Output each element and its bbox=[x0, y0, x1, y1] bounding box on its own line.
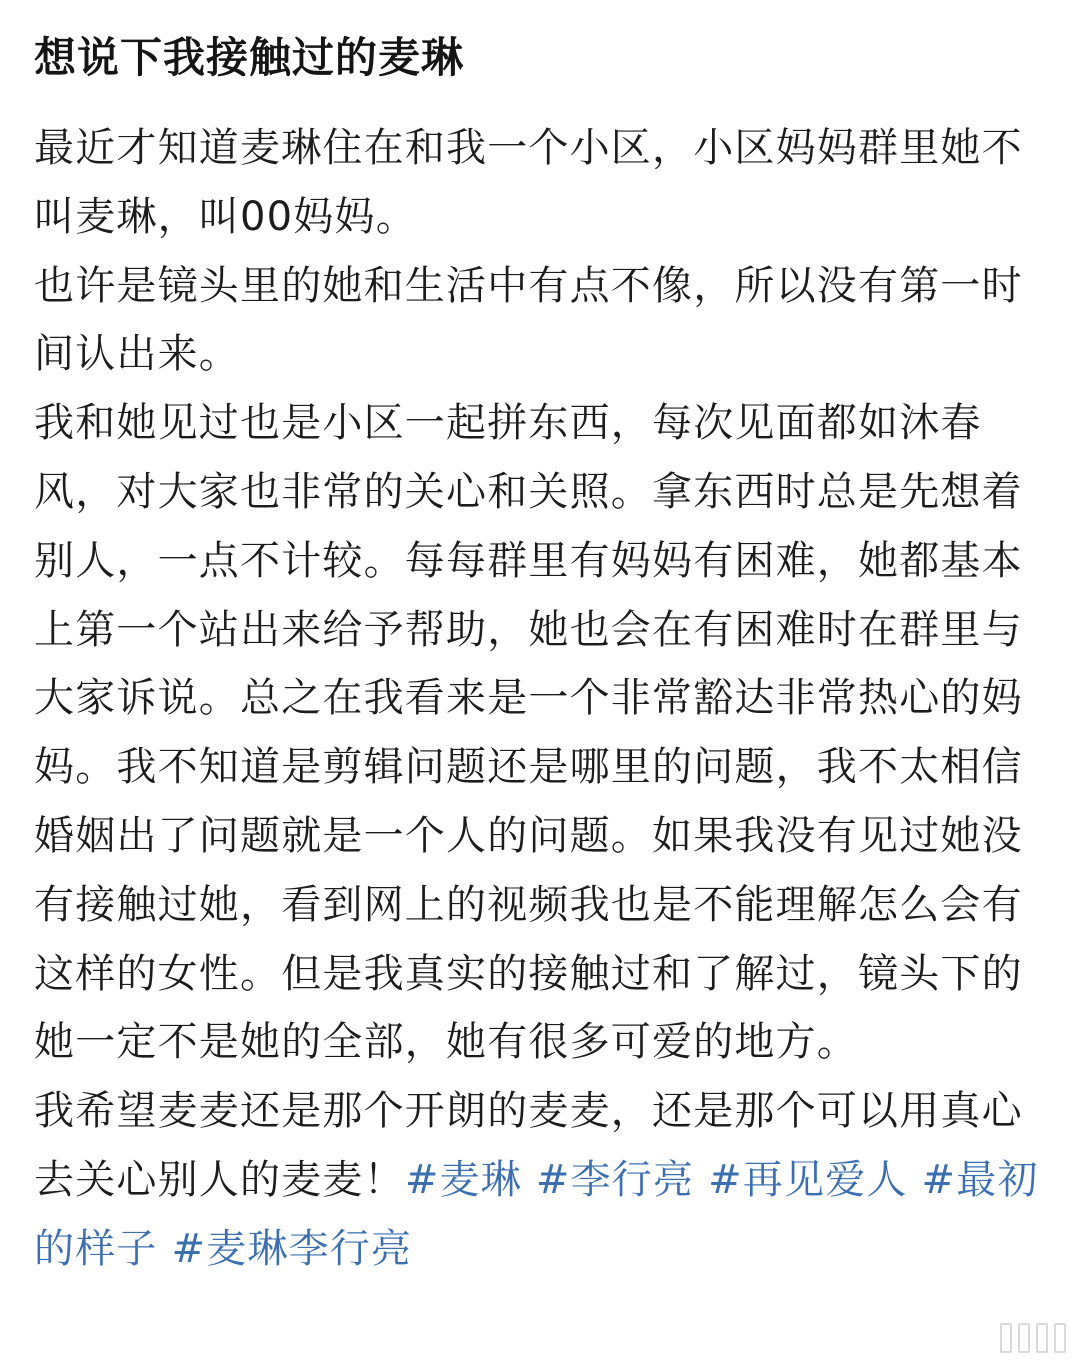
topic-link-mailin-lixingliang[interactable]: #麦琳李行亮 bbox=[171, 1225, 413, 1272]
topic-link-zuichu-de-yangzi[interactable]: #最初的样子 bbox=[34, 1156, 1039, 1272]
watermark-bar-icon bbox=[1054, 1323, 1066, 1353]
paragraph-closing bbox=[34, 1077, 1054, 1283]
closing-text: 我希望麦麦还是那个开朗的麦麦，还是那个可以用真心去关心别人的麦麦！ bbox=[34, 1088, 1023, 1203]
post-title: 想说下我接触过的麦琳 bbox=[34, 33, 465, 82]
post-body bbox=[34, 114, 1054, 1284]
watermark-bar-icon bbox=[1018, 1323, 1030, 1353]
watermark-bar-icon bbox=[1036, 1323, 1048, 1353]
watermark-bar-icon bbox=[1000, 1323, 1012, 1353]
watermark-icon bbox=[1000, 1323, 1066, 1353]
post-content bbox=[34, 22, 1054, 1284]
paragraph-1: 最近才知道麦琳住在和我一个小区，小区妈妈群里她不叫麦琳，叫00妈妈。 bbox=[34, 125, 1023, 240]
paragraph-2: 也许是镜头里的她和生活中有点不像，所以没有第一时间认出来。 bbox=[34, 262, 1023, 378]
topic-link-zaijian-airen[interactable]: #再见爱人 bbox=[708, 1156, 908, 1203]
paragraph-3: 我和她见过也是小区一起拼东西，每次见面都如沐春风，对大家也非常的关心和关照。拿东西时总是先想着别人，一点不计较。每每群里有妈妈有困难，她都基本上第一个站出来给予帮助，她也会在有困难时在群里与大家诉说。总之在我看来是一个非常豁达非常热心的妈妈。我不知道是剪辑问题还是哪里的问题，我不太相信婚姻出了问题就是一个人的问题。如果我没有见过她没有接触过她，看到网上的视频我也是不能理解怎么会有这样的女性。但是我真实的接触过和了解过，镜头下的她一定不是她的全部，她有很多可爱的地方。 bbox=[34, 400, 1023, 1066]
topic-link-lixingliang[interactable]: #李行亮 bbox=[535, 1156, 695, 1203]
topic-link-mailin[interactable]: #麦琳 bbox=[404, 1156, 522, 1203]
